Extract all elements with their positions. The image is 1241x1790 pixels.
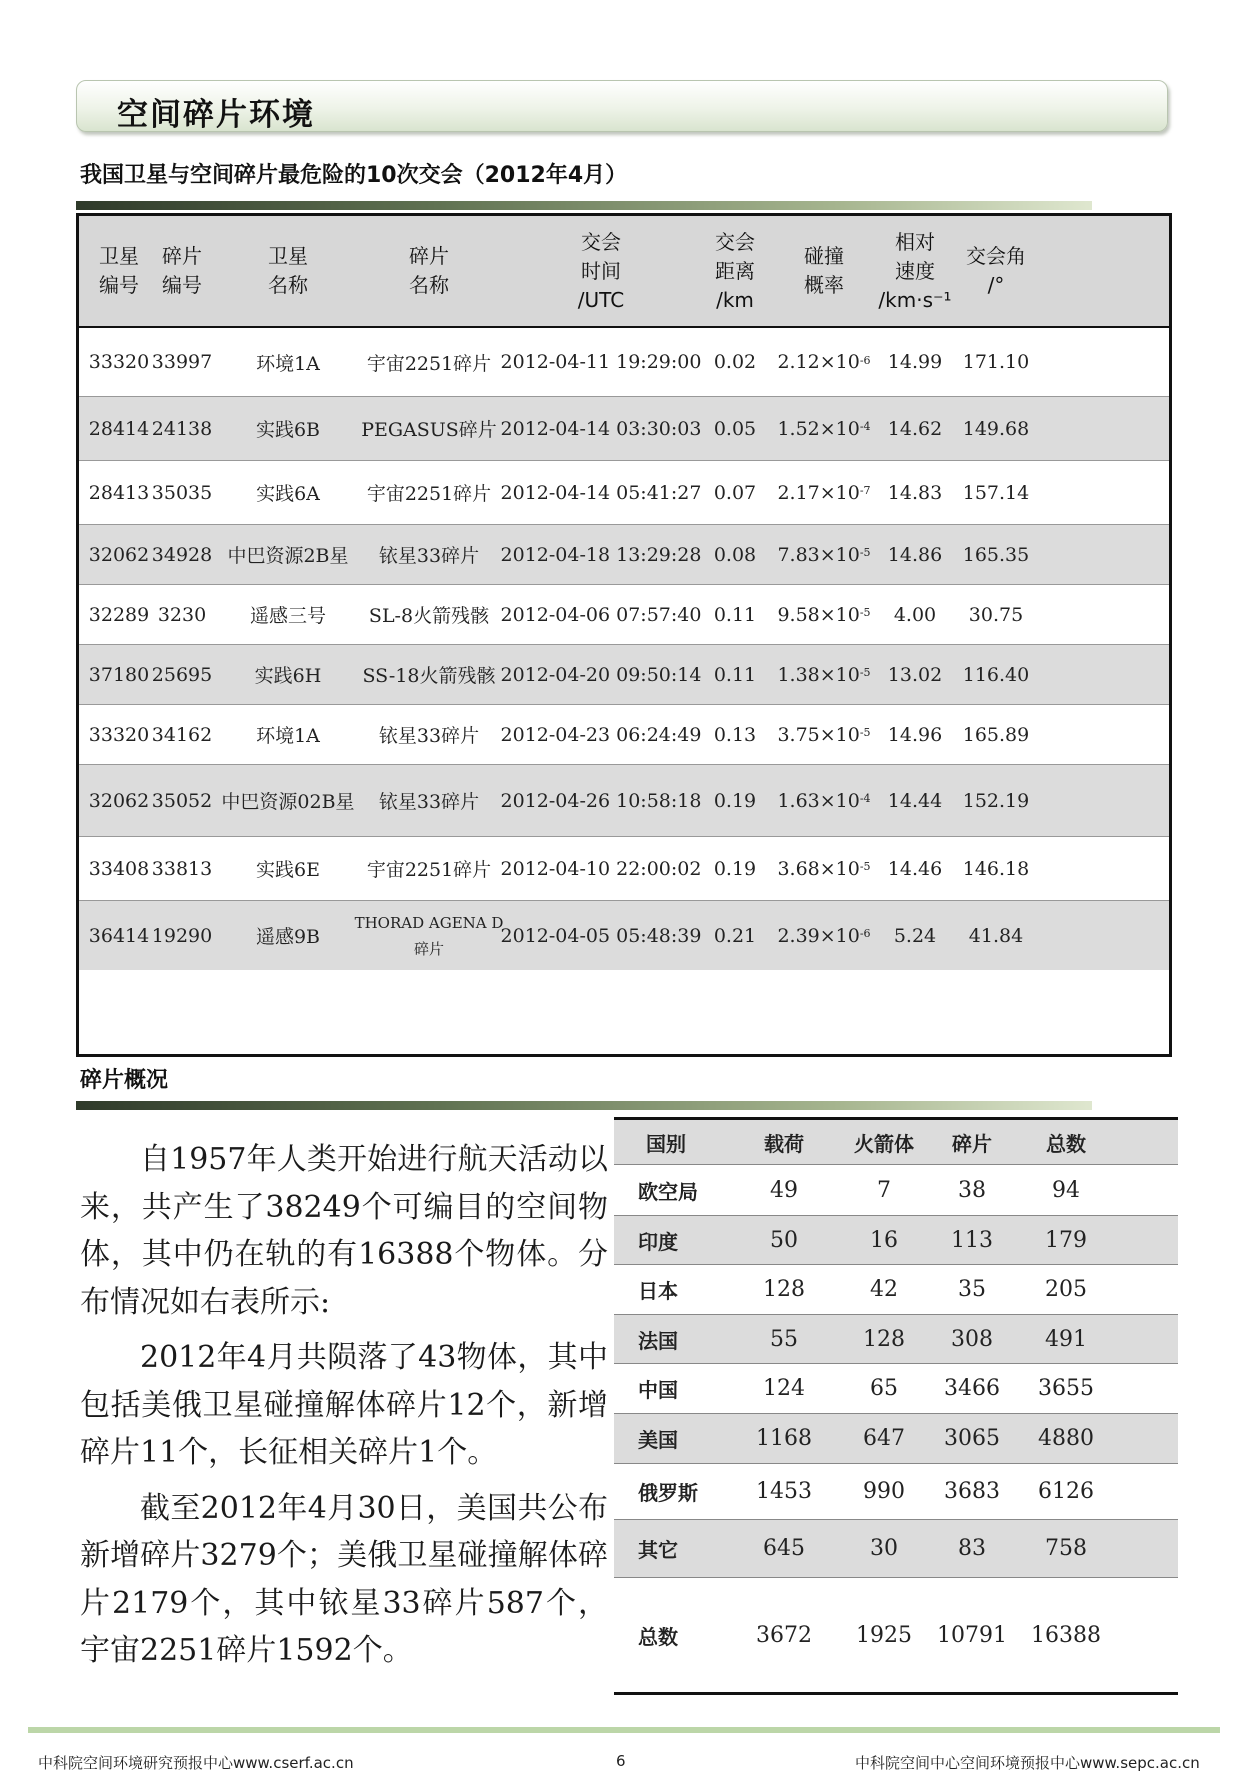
header-cell: 交会 时间 /UTC: [577, 229, 625, 312]
count-cell: 3065: [944, 1426, 1000, 1451]
count-cell: 83: [958, 1536, 986, 1561]
count-cell: 94: [1052, 1177, 1080, 1203]
angle-cell: 171.10: [962, 351, 1030, 373]
count-cell: 35: [958, 1277, 986, 1302]
count-cell: 42: [870, 1277, 898, 1302]
debris-name-cell: SL-8火箭残骸: [368, 605, 490, 627]
angle-cell: 157.14: [962, 481, 1030, 504]
collision-probability: [769, 837, 879, 900]
debris-id-cell: 3230: [157, 603, 207, 626]
debris-name-cell: 铱星33碎片: [378, 725, 480, 747]
table-row: [614, 1520, 1178, 1578]
count-cell: 载荷: [764, 1131, 804, 1156]
table-row: [79, 900, 1169, 970]
debris-name-cell: SS-18火箭残骸: [362, 665, 496, 687]
debris-id-cell: 24138: [151, 417, 213, 440]
speed-cell: 14.86: [887, 543, 943, 566]
sat-id-cell: 32062: [88, 789, 150, 812]
distance-cell: 0.19: [713, 857, 757, 880]
table-row: [79, 524, 1169, 584]
probability-mantissa: 3.75×10: [777, 723, 860, 746]
header-cell: 碰撞 概率: [804, 244, 844, 297]
probability-mantissa: 3.68×10: [777, 857, 860, 880]
count-cell: 1925: [856, 1622, 912, 1648]
header-cell: 碎片 编号: [162, 244, 202, 297]
country-cell: 国别: [646, 1131, 686, 1156]
count-cell: 49: [770, 1177, 798, 1203]
probability-exponent: -5: [859, 666, 871, 679]
distance-cell: 0.05: [713, 417, 757, 440]
sat-id-cell: 28414: [88, 417, 150, 440]
header-cell: 碎片 名称: [409, 244, 449, 297]
probability-mantissa: 1.63×10: [777, 789, 860, 812]
collision-probability: [769, 397, 879, 460]
table-row: [79, 644, 1169, 704]
footer-right: 中科院空间中心空间环境预报中心www.sepc.ac.cn: [855, 1754, 1200, 1772]
table-row: [614, 1414, 1178, 1464]
time-cell: 2012-04-05 05:48:39: [500, 924, 702, 947]
debris-name-cell: 宇宙2251碎片: [366, 483, 492, 505]
count-cell: 16388: [1031, 1622, 1101, 1648]
count-cell: 124: [763, 1376, 805, 1401]
conjunction-table: [76, 213, 1172, 1057]
sat-name-cell: 实践6B: [255, 419, 321, 441]
footer-divider: [28, 1727, 1220, 1733]
angle-cell: 152.19: [962, 789, 1030, 812]
sat-id-cell: 33408: [88, 857, 150, 880]
probability-mantissa: 2.39×10: [777, 924, 860, 947]
angle-cell: 41.84: [968, 924, 1024, 947]
count-cell: 990: [863, 1479, 905, 1504]
count-cell: 3466: [944, 1376, 1000, 1401]
speed-cell: 13.02: [887, 663, 943, 686]
country-cell: 俄罗斯: [638, 1481, 698, 1505]
count-cell: 179: [1045, 1227, 1087, 1253]
table-row: [79, 396, 1169, 460]
sat-id-cell: 36414: [88, 924, 150, 947]
distance-cell: 0.21: [713, 924, 757, 947]
speed-cell: 5.24: [893, 924, 937, 947]
sat-name-cell: 实践6A: [256, 483, 320, 505]
sat-id-cell: 33320: [88, 351, 150, 373]
debris-id-cell: 33813: [151, 857, 213, 880]
debris-name-cell: THORAD AGENA D 碎片: [354, 913, 504, 958]
header-cell: 相对 速度 /km·s⁻¹: [878, 229, 952, 312]
count-cell: 6126: [1038, 1479, 1094, 1504]
count-cell: 7: [877, 1177, 891, 1203]
speed-cell: 14.99: [887, 351, 943, 373]
count-cell: 645: [763, 1536, 805, 1561]
time-cell: 2012-04-06 07:57:40: [500, 603, 702, 626]
objects-by-country-table: [614, 1117, 1178, 1695]
sat-name-cell: 遥感三号: [249, 605, 326, 627]
collision-probability: [769, 461, 879, 524]
collision-probability: [769, 645, 879, 704]
debris-id-cell: 35035: [151, 481, 213, 504]
count-cell: 10791: [937, 1622, 1007, 1648]
collision-probability: [769, 585, 879, 644]
time-cell: 2012-04-26 10:58:18: [500, 789, 702, 812]
sat-id-cell: 28413: [88, 481, 150, 504]
count-cell: 308: [951, 1326, 993, 1352]
table-row: [79, 836, 1169, 900]
probability-mantissa: 1.38×10: [777, 663, 860, 686]
header-cell: 交会 距离 /km: [715, 229, 755, 312]
distance-cell: 0.07: [713, 481, 757, 504]
angle-cell: 30.75: [968, 603, 1024, 626]
probability-exponent: -6: [859, 353, 871, 367]
speed-cell: 14.44: [887, 789, 943, 812]
count-cell: 491: [1045, 1326, 1087, 1352]
table-row: [79, 584, 1169, 644]
debris-id-cell: 34928: [151, 543, 213, 566]
table-row: [614, 1578, 1178, 1692]
time-cell: 2012-04-14 05:41:27: [500, 481, 702, 504]
table-row: [614, 1216, 1178, 1265]
count-cell: 758: [1045, 1536, 1087, 1561]
probability-exponent: -5: [859, 726, 871, 739]
table-header-row: [614, 1120, 1178, 1165]
probability-exponent: -4: [859, 420, 871, 433]
probability-mantissa: 7.83×10: [777, 543, 860, 566]
count-cell: 55: [770, 1326, 798, 1352]
count-cell: 647: [863, 1426, 905, 1451]
count-cell: 火箭体: [854, 1131, 914, 1156]
header-cell: 卫星 编号: [99, 244, 139, 297]
overview-underline-bar: [76, 1101, 1092, 1110]
country-cell: 其它: [638, 1538, 678, 1562]
collision-probability: [769, 901, 879, 970]
debris-id-cell: 33997: [151, 351, 213, 373]
table-row: [614, 1165, 1178, 1216]
collision-probability: [769, 705, 879, 764]
debris-name-cell: PEGASUS碎片: [361, 419, 497, 441]
time-cell: 2012-04-11 19:29:00: [500, 351, 702, 373]
probability-mantissa: 2.17×10: [777, 481, 860, 504]
sat-id-cell: 37180: [88, 663, 150, 686]
sat-id-cell: 32289: [88, 603, 150, 626]
header-cell: 交会角 /°: [966, 244, 1026, 297]
sat-name-cell: 中巴资源02B星: [221, 791, 355, 813]
count-cell: 3683: [944, 1479, 1000, 1504]
country-cell: 总数: [638, 1624, 678, 1649]
sat-name-cell: 环境1A: [256, 352, 320, 375]
time-cell: 2012-04-20 09:50:14: [500, 663, 702, 686]
overview-paragraph: 自1957年人类开始进行航天活动以来，共产生了38249个可编目的空间物体，其中仍在轨的有16388个物体。分布情况如右表所示:: [80, 1142, 608, 1320]
angle-cell: 165.89: [962, 723, 1030, 746]
country-cell: 美国: [638, 1428, 678, 1452]
debris-id-cell: 34162: [151, 723, 213, 746]
distance-cell: 0.19: [713, 789, 757, 812]
sat-name-cell: 中巴资源2B星: [227, 545, 349, 567]
overview-paragraph: 截至2012年4月30日，美国共公布新增碎片3279个；美俄卫星碰撞解体碎片2179个，其中铱星33碎片587个，宇宙2251碎片1592个。: [80, 1490, 608, 1668]
angle-cell: 116.40: [962, 663, 1030, 686]
debris-id-cell: 35052: [151, 789, 213, 812]
probability-exponent: -6: [859, 927, 871, 940]
sat-id-cell: 33320: [88, 723, 150, 746]
distance-cell: 0.08: [713, 543, 757, 566]
angle-cell: 146.18: [962, 857, 1030, 880]
table-row: [79, 460, 1169, 524]
table-row: [614, 1364, 1178, 1414]
table-row: [614, 1464, 1178, 1520]
overview-text: [80, 1136, 608, 1675]
probability-mantissa: 1.52×10: [777, 417, 860, 440]
speed-cell: 14.62: [887, 417, 943, 440]
count-cell: 1168: [756, 1426, 812, 1451]
conjunction-table-title: 我国卫星与空间碎片最危险的10次交会（2012年4月）: [80, 163, 628, 188]
section-title: 空间碎片环境: [117, 97, 315, 133]
sat-name-cell: 实践6E: [256, 859, 320, 881]
debris-id-cell: 19290: [151, 924, 213, 947]
count-cell: 128: [863, 1326, 905, 1352]
angle-cell: 165.35: [962, 543, 1030, 566]
sat-id-cell: 32062: [88, 543, 150, 566]
speed-cell: 4.00: [893, 603, 937, 626]
count-cell: 1453: [756, 1479, 812, 1504]
time-cell: 2012-04-14 03:30:03: [500, 417, 702, 440]
debris-name-cell: 铱星33碎片: [378, 791, 480, 813]
probability-mantissa: 2.12×10: [777, 351, 860, 373]
overview-paragraph: 2012年4月共陨落了43物体，其中包括美俄卫星碰撞解体碎片12个，新增碎片11个，长征相关碎片1个。: [80, 1340, 608, 1470]
angle-cell: 149.68: [962, 417, 1030, 440]
table-row: [614, 1265, 1178, 1315]
probability-mantissa: 9.58×10: [777, 603, 860, 626]
count-cell: 总数: [1046, 1131, 1086, 1156]
conjunction-table-header: [79, 216, 1169, 328]
count-cell: 16: [870, 1227, 898, 1253]
debris-name-cell: 宇宙2251碎片: [366, 352, 492, 375]
distance-cell: 0.11: [713, 663, 757, 686]
table-row: [79, 764, 1169, 836]
header-cell: 卫星 名称: [268, 244, 308, 297]
debris-name-cell: 铱星33碎片: [378, 545, 480, 567]
country-cell: 日本: [638, 1279, 678, 1303]
overview-title: 碎片概况: [80, 1068, 169, 1093]
sat-name-cell: 实践6H: [254, 665, 322, 687]
table-row: [614, 1315, 1178, 1364]
table-row: [79, 328, 1169, 396]
collision-probability: [769, 765, 879, 836]
count-cell: 38: [958, 1177, 986, 1203]
sat-name-cell: 遥感9B: [255, 926, 321, 948]
table-row: [79, 704, 1169, 764]
section-banner: [76, 80, 1168, 132]
speed-cell: 14.46: [887, 857, 943, 880]
probability-exponent: -5: [859, 860, 871, 873]
country-cell: 中国: [638, 1378, 678, 1402]
probability-exponent: -4: [859, 792, 871, 805]
time-cell: 2012-04-10 22:00:02: [500, 857, 702, 880]
probability-exponent: -5: [859, 546, 871, 559]
count-cell: 30: [870, 1536, 898, 1561]
speed-cell: 14.83: [887, 481, 943, 504]
count-cell: 113: [951, 1227, 993, 1253]
time-cell: 2012-04-23 06:24:49: [500, 723, 702, 746]
title-underline-bar: [76, 201, 1092, 210]
count-cell: 3672: [756, 1622, 812, 1648]
distance-cell: 0.13: [713, 723, 757, 746]
sat-name-cell: 环境1A: [256, 725, 320, 747]
distance-cell: 0.02: [713, 351, 757, 373]
count-cell: 3655: [1038, 1376, 1094, 1401]
collision-probability: [769, 525, 879, 584]
count-cell: 65: [870, 1376, 898, 1401]
time-cell: 2012-04-18 13:29:28: [500, 543, 702, 566]
count-cell: 碎片: [952, 1131, 992, 1156]
count-cell: 205: [1045, 1277, 1087, 1302]
country-cell: 印度: [638, 1229, 678, 1254]
debris-name-cell: 宇宙2251碎片: [366, 859, 492, 881]
distance-cell: 0.11: [713, 603, 757, 626]
count-cell: 50: [770, 1227, 798, 1253]
page-number: 6: [616, 1752, 626, 1770]
speed-cell: 14.96: [887, 723, 943, 746]
count-cell: 4880: [1038, 1426, 1094, 1451]
probability-exponent: -5: [859, 606, 871, 619]
collision-probability: [769, 328, 879, 396]
count-cell: 128: [763, 1277, 805, 1302]
footer-left: 中科院空间环境研究预报中心www.cserf.ac.cn: [38, 1754, 354, 1772]
country-cell: 法国: [638, 1328, 678, 1353]
debris-id-cell: 25695: [151, 663, 213, 686]
country-cell: 欧空局: [638, 1179, 698, 1204]
probability-exponent: -7: [859, 484, 871, 497]
